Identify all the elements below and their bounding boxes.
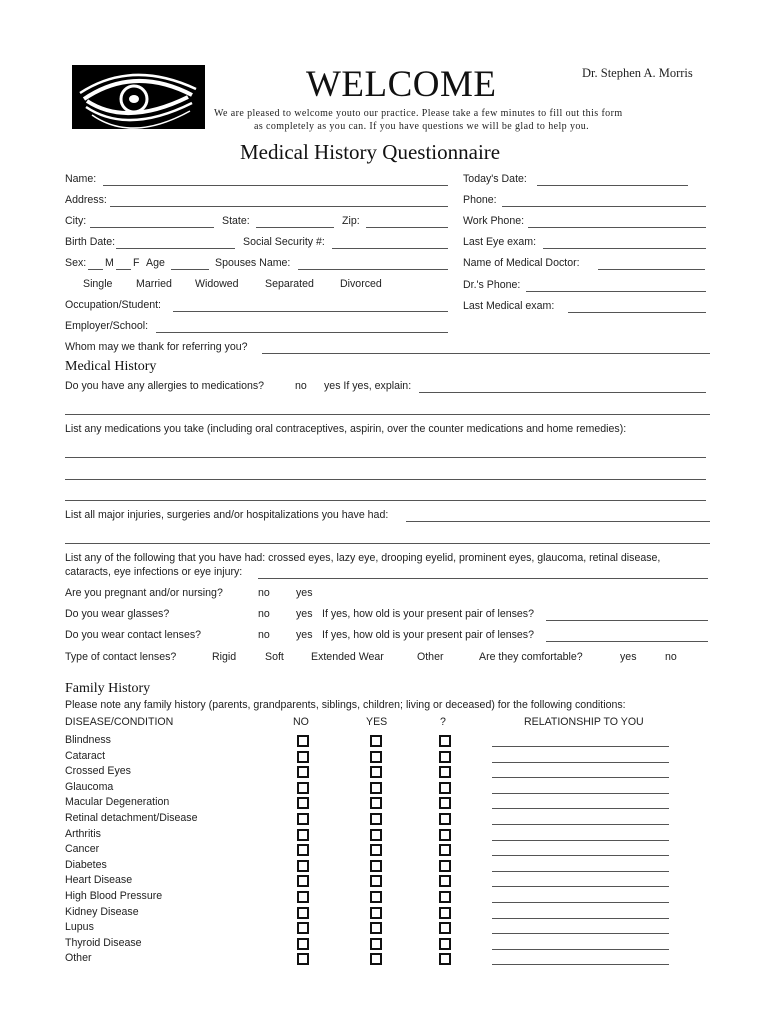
contacts-age-field[interactable]	[546, 641, 708, 642]
family-no-checkbox[interactable]	[297, 829, 309, 841]
city-field[interactable]	[90, 227, 214, 228]
allergies-explain-field[interactable]	[419, 392, 706, 393]
medications-line-1[interactable]	[65, 457, 706, 458]
injuries-line-2[interactable]	[65, 543, 710, 544]
family-yes-checkbox[interactable]	[370, 860, 382, 872]
glasses-question: Do you wear glasses?	[65, 608, 170, 620]
todays-date-label: Today's Date:	[463, 173, 527, 185]
state-label: State:	[222, 215, 250, 227]
family-no-checkbox[interactable]	[297, 766, 309, 778]
last-eye-exam-field[interactable]	[543, 248, 706, 249]
injuries-field[interactable]	[406, 521, 710, 522]
family-yes-checkbox[interactable]	[370, 844, 382, 856]
pregnant-no[interactable]: no	[258, 587, 270, 599]
address-field[interactable]	[110, 206, 448, 207]
conditions-field[interactable]	[258, 578, 708, 579]
family-no-checkbox[interactable]	[297, 953, 309, 965]
work-phone-label: Work Phone:	[463, 215, 525, 227]
col-no-header: NO	[293, 716, 309, 728]
family-no-checkbox[interactable]	[297, 891, 309, 903]
family-relationship-field[interactable]	[492, 793, 669, 794]
sex-f-field[interactable]	[116, 269, 131, 270]
birth-date-label: Birth Date:	[65, 236, 116, 248]
drs-phone-label: Dr.'s Phone:	[463, 279, 521, 291]
status-divorced[interactable]: Divorced	[340, 278, 382, 290]
family-history-note: Please note any family history (parents, grandparents, siblings, children; living or deceased) for the following conditions:	[65, 699, 626, 711]
family-yes-checkbox[interactable]	[370, 922, 382, 934]
family-condition-label: Other	[65, 952, 92, 964]
status-married[interactable]: Married	[136, 278, 172, 290]
medical-doctor-label: Name of Medical Doctor:	[463, 257, 580, 269]
family-relationship-field[interactable]	[492, 902, 669, 903]
address-label: Address:	[65, 194, 107, 206]
birth-date-field[interactable]	[116, 248, 235, 249]
family-yes-checkbox[interactable]	[370, 797, 382, 809]
family-unknown-checkbox[interactable]	[439, 891, 451, 903]
last-medical-exam-field[interactable]	[568, 312, 706, 313]
family-no-checkbox[interactable]	[297, 922, 309, 934]
spouses-name-field[interactable]	[298, 269, 448, 270]
spouses-name-label: Spouses Name:	[215, 257, 291, 269]
family-relationship-field[interactable]	[492, 855, 669, 856]
family-no-checkbox[interactable]	[297, 875, 309, 887]
family-condition-label: Arthritis	[65, 828, 101, 840]
family-unknown-checkbox[interactable]	[439, 735, 451, 747]
eye-icon	[72, 65, 205, 129]
family-unknown-checkbox[interactable]	[439, 751, 451, 763]
contacts-age-label: If yes, how old is your present pair of lenses?	[322, 629, 534, 641]
family-condition-label: Macular Degeneration	[65, 796, 170, 808]
sex-m-field[interactable]	[88, 269, 103, 270]
family-yes-checkbox[interactable]	[370, 829, 382, 841]
family-yes-checkbox[interactable]	[370, 766, 382, 778]
family-yes-checkbox[interactable]	[370, 813, 382, 825]
family-unknown-checkbox[interactable]	[439, 860, 451, 872]
last-medical-exam-label: Last Medical exam:	[463, 300, 555, 312]
comfortable-no[interactable]: no	[665, 651, 677, 663]
intro-line-1: We are pleased to welcome youto our practice. Please take a few minutes to fill out this form	[214, 108, 623, 119]
family-unknown-checkbox[interactable]	[439, 829, 451, 841]
todays-date-field[interactable]	[537, 185, 688, 186]
family-condition-label: Diabetes	[65, 859, 107, 871]
employer-label: Employer/School:	[65, 320, 149, 332]
family-condition-label: Lupus	[65, 921, 94, 933]
medications-line-2[interactable]	[65, 479, 706, 480]
family-condition-label: Cataract	[65, 750, 106, 762]
family-condition-label: Crossed Eyes	[65, 765, 131, 777]
status-single[interactable]: Single	[83, 278, 113, 290]
family-unknown-checkbox[interactable]	[439, 953, 451, 965]
family-relationship-field[interactable]	[492, 964, 669, 965]
age-label: Age	[146, 257, 165, 269]
name-label: Name:	[65, 173, 97, 185]
glasses-yes[interactable]: yes	[296, 608, 313, 620]
col-unknown-header: ?	[440, 716, 446, 728]
comfortable-question: Are they comfortable?	[479, 651, 583, 663]
family-condition-label: Cancer	[65, 843, 100, 855]
family-unknown-checkbox[interactable]	[439, 907, 451, 919]
family-condition-label: Glaucoma	[65, 781, 114, 793]
family-relationship-field[interactable]	[492, 933, 669, 934]
allergies-explain-line-2[interactable]	[65, 414, 710, 415]
col-disease-header: DISEASE/CONDITION	[65, 716, 174, 728]
ssn-field[interactable]	[332, 248, 448, 249]
family-unknown-checkbox[interactable]	[439, 875, 451, 887]
allergies-yes-explain[interactable]: yes If yes, explain:	[324, 380, 412, 392]
family-yes-checkbox[interactable]	[370, 735, 382, 747]
family-no-checkbox[interactable]	[297, 813, 309, 825]
status-widowed[interactable]: Widowed	[195, 278, 239, 290]
medical-doctor-field[interactable]	[598, 269, 705, 270]
family-unknown-checkbox[interactable]	[439, 844, 451, 856]
logo	[72, 65, 205, 129]
employer-field[interactable]	[156, 332, 448, 333]
occupation-field[interactable]	[173, 311, 448, 312]
family-no-checkbox[interactable]	[297, 751, 309, 763]
lens-type-question: Type of contact lenses?	[65, 651, 177, 663]
pregnant-yes[interactable]: yes	[296, 587, 313, 599]
injuries-question: List all major injuries, surgeries and/or hospitalizations you have had:	[65, 509, 389, 521]
medications-line-3[interactable]	[65, 500, 706, 501]
pregnant-question: Are you pregnant and/or nursing?	[65, 587, 223, 599]
contacts-no[interactable]: no	[258, 629, 270, 641]
lens-other[interactable]: Other	[417, 651, 444, 663]
phone-label: Phone:	[463, 194, 497, 206]
doctor-name: Dr. Stephen A. Morris	[582, 66, 693, 80]
family-yes-checkbox[interactable]	[370, 907, 382, 919]
family-relationship-field[interactable]	[492, 918, 669, 919]
family-relationship-field[interactable]	[492, 762, 669, 763]
family-history-heading: Family History	[65, 681, 151, 696]
family-no-checkbox[interactable]	[297, 735, 309, 747]
family-unknown-checkbox[interactable]	[439, 797, 451, 809]
zip-label: Zip:	[342, 215, 360, 227]
comfortable-yes[interactable]: yes	[620, 651, 637, 663]
medical-history-heading: Medical History	[65, 359, 157, 374]
col-yes-header: YES	[366, 716, 388, 728]
family-no-checkbox[interactable]	[297, 860, 309, 872]
family-unknown-checkbox[interactable]	[439, 782, 451, 794]
family-unknown-checkbox[interactable]	[439, 766, 451, 778]
allergies-no[interactable]: no	[295, 380, 307, 392]
family-condition-label: Retinal detachment/Disease	[65, 812, 198, 824]
drs-phone-field[interactable]	[526, 291, 706, 292]
family-relationship-field[interactable]	[492, 871, 669, 872]
family-yes-checkbox[interactable]	[370, 751, 382, 763]
lens-rigid[interactable]: Rigid	[212, 651, 237, 663]
lens-extended-wear[interactable]: Extended Wear	[311, 651, 384, 663]
family-yes-checkbox[interactable]	[370, 891, 382, 903]
family-relationship-field[interactable]	[492, 808, 669, 809]
col-relationship-header: RELATIONSHIP TO YOU	[524, 716, 644, 728]
family-relationship-field[interactable]	[492, 824, 669, 825]
phone-field[interactable]	[502, 206, 706, 207]
status-separated[interactable]: Separated	[265, 278, 314, 290]
family-condition-label: Heart Disease	[65, 874, 133, 886]
occupation-label: Occupation/Student:	[65, 299, 161, 311]
family-no-checkbox[interactable]	[297, 797, 309, 809]
contacts-yes[interactable]: yes	[296, 629, 313, 641]
family-unknown-checkbox[interactable]	[439, 813, 451, 825]
work-phone-field[interactable]	[528, 227, 706, 228]
family-no-checkbox[interactable]	[297, 938, 309, 950]
glasses-age-field[interactable]	[546, 620, 708, 621]
zip-field[interactable]	[366, 227, 448, 228]
glasses-no[interactable]: no	[258, 608, 270, 620]
family-relationship-field[interactable]	[492, 949, 669, 950]
referral-field[interactable]	[262, 353, 710, 354]
last-eye-exam-label: Last Eye exam:	[463, 236, 537, 248]
family-relationship-field[interactable]	[492, 777, 669, 778]
family-yes-checkbox[interactable]	[370, 938, 382, 950]
state-field[interactable]	[256, 227, 334, 228]
sex-m-label: M	[105, 257, 114, 269]
family-relationship-field[interactable]	[492, 746, 669, 747]
family-condition-label: High Blood Pressure	[65, 890, 163, 902]
referral-label: Whom may we thank for referring you?	[65, 341, 248, 353]
medications-question: List any medications you take (including oral contraceptives, aspirin, over the counter medications and home remedies):	[65, 423, 627, 435]
family-condition-label: Kidney Disease	[65, 906, 139, 918]
sex-label: Sex:	[65, 257, 87, 269]
family-relationship-field[interactable]	[492, 840, 669, 841]
family-yes-checkbox[interactable]	[370, 875, 382, 887]
intro-line-2: as completely as you can. If you have questions we will be glad to help you.	[254, 121, 590, 132]
family-condition-label: Thyroid Disease	[65, 937, 142, 949]
sex-f-label: F	[133, 257, 140, 269]
page-title: Medical History Questionnaire	[240, 140, 501, 164]
welcome-heading: WELCOME	[306, 64, 497, 105]
family-yes-checkbox[interactable]	[370, 953, 382, 965]
family-no-checkbox[interactable]	[297, 844, 309, 856]
conditions-question-line-1: List any of the following that you have had: crossed eyes, lazy eye, drooping eyelid, prominent eyes, glaucoma, retinal disease,	[65, 552, 661, 564]
family-unknown-checkbox[interactable]	[439, 922, 451, 934]
family-relationship-field[interactable]	[492, 886, 669, 887]
family-no-checkbox[interactable]	[297, 782, 309, 794]
contacts-question: Do you wear contact lenses?	[65, 629, 202, 641]
age-field[interactable]	[171, 269, 209, 270]
glasses-age-label: If yes, how old is your present pair of lenses?	[322, 608, 534, 620]
city-label: City:	[65, 215, 87, 227]
allergies-question: Do you have any allergies to medications?	[65, 380, 265, 392]
family-no-checkbox[interactable]	[297, 907, 309, 919]
family-yes-checkbox[interactable]	[370, 782, 382, 794]
lens-soft[interactable]: Soft	[265, 651, 284, 663]
conditions-question-line-2: cataracts, eye infections or eye injury:	[65, 566, 243, 578]
family-condition-label: Blindness	[65, 734, 111, 746]
name-field[interactable]	[103, 185, 448, 186]
ssn-label: Social Security #:	[243, 236, 325, 248]
family-unknown-checkbox[interactable]	[439, 938, 451, 950]
